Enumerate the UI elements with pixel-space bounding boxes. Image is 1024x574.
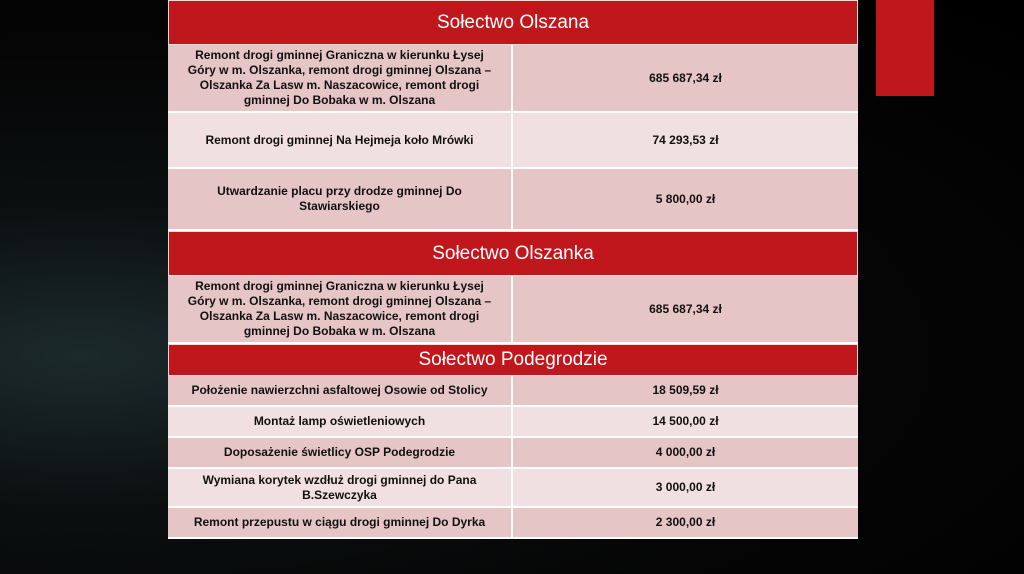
table-row	[168, 169, 858, 231]
table-row	[168, 376, 858, 407]
table-row	[168, 113, 858, 169]
row-amount: 18 509,59 zł	[652, 383, 719, 397]
row-description: Wymiana korytek wzdłuż drogi gminnej do Pana B.Szewczyka	[168, 469, 513, 506]
table-row	[168, 407, 858, 438]
row-amount: 14 500,00 zł	[652, 414, 719, 428]
section-header: Sołectwo Olszanka	[168, 231, 858, 276]
table-row	[168, 276, 858, 344]
table-row	[168, 45, 858, 113]
row-amount: 4 000,00 zł	[655, 445, 716, 459]
row-amount: 2 300,00 zł	[655, 515, 716, 529]
row-description: Remont drogi gminnej Graniczna w kierunku Łysej Góry w m. Olszanka, remont drogi gminnej Olszana – Olszanka Za Lasw m. Naszacowice, remont drogi gminnej Do Bobaka w m. Olszana	[168, 45, 513, 111]
row-amount: 5 800,00 zł	[655, 191, 716, 206]
section-header: Sołectwo Podegrodzie	[168, 344, 858, 376]
row-description: Remont drogi gminnej Na Hejmeja koło Mrówki	[168, 113, 513, 167]
row-description: Utwardzanie placu przy drodze gminnej Do Stawiarskiego	[168, 169, 513, 229]
row-amount: 685 687,34 zł	[649, 70, 722, 85]
investment-table	[168, 0, 858, 539]
table-row	[168, 508, 858, 539]
row-amount: 74 293,53 zł	[652, 132, 719, 147]
row-description: Remont drogi gminnej Graniczna w kierunku Łysej Góry w m. Olszanka, remont drogi gminnej Olszana – Olszanka Za Lasw m. Naszacowice, remont drogi gminnej Do Bobaka w m. Olszana	[168, 276, 513, 342]
table-row	[168, 469, 858, 508]
row-description: Doposażenie świetlicy OSP Podegrodzie	[168, 438, 513, 467]
row-amount: 3 000,00 zł	[655, 480, 716, 494]
row-description: Remont przepustu w ciągu drogi gminnej Do Dyrka	[168, 508, 513, 537]
row-description: Położenie nawierzchni asfaltowej Osowie od Stolicy	[168, 376, 513, 405]
section-header: Sołectwo Olszana	[168, 0, 858, 45]
table-row	[168, 438, 858, 469]
row-description: Montaż lamp oświetleniowych	[168, 407, 513, 436]
row-amount: 685 687,34 zł	[649, 301, 722, 316]
accent-block	[876, 0, 934, 96]
